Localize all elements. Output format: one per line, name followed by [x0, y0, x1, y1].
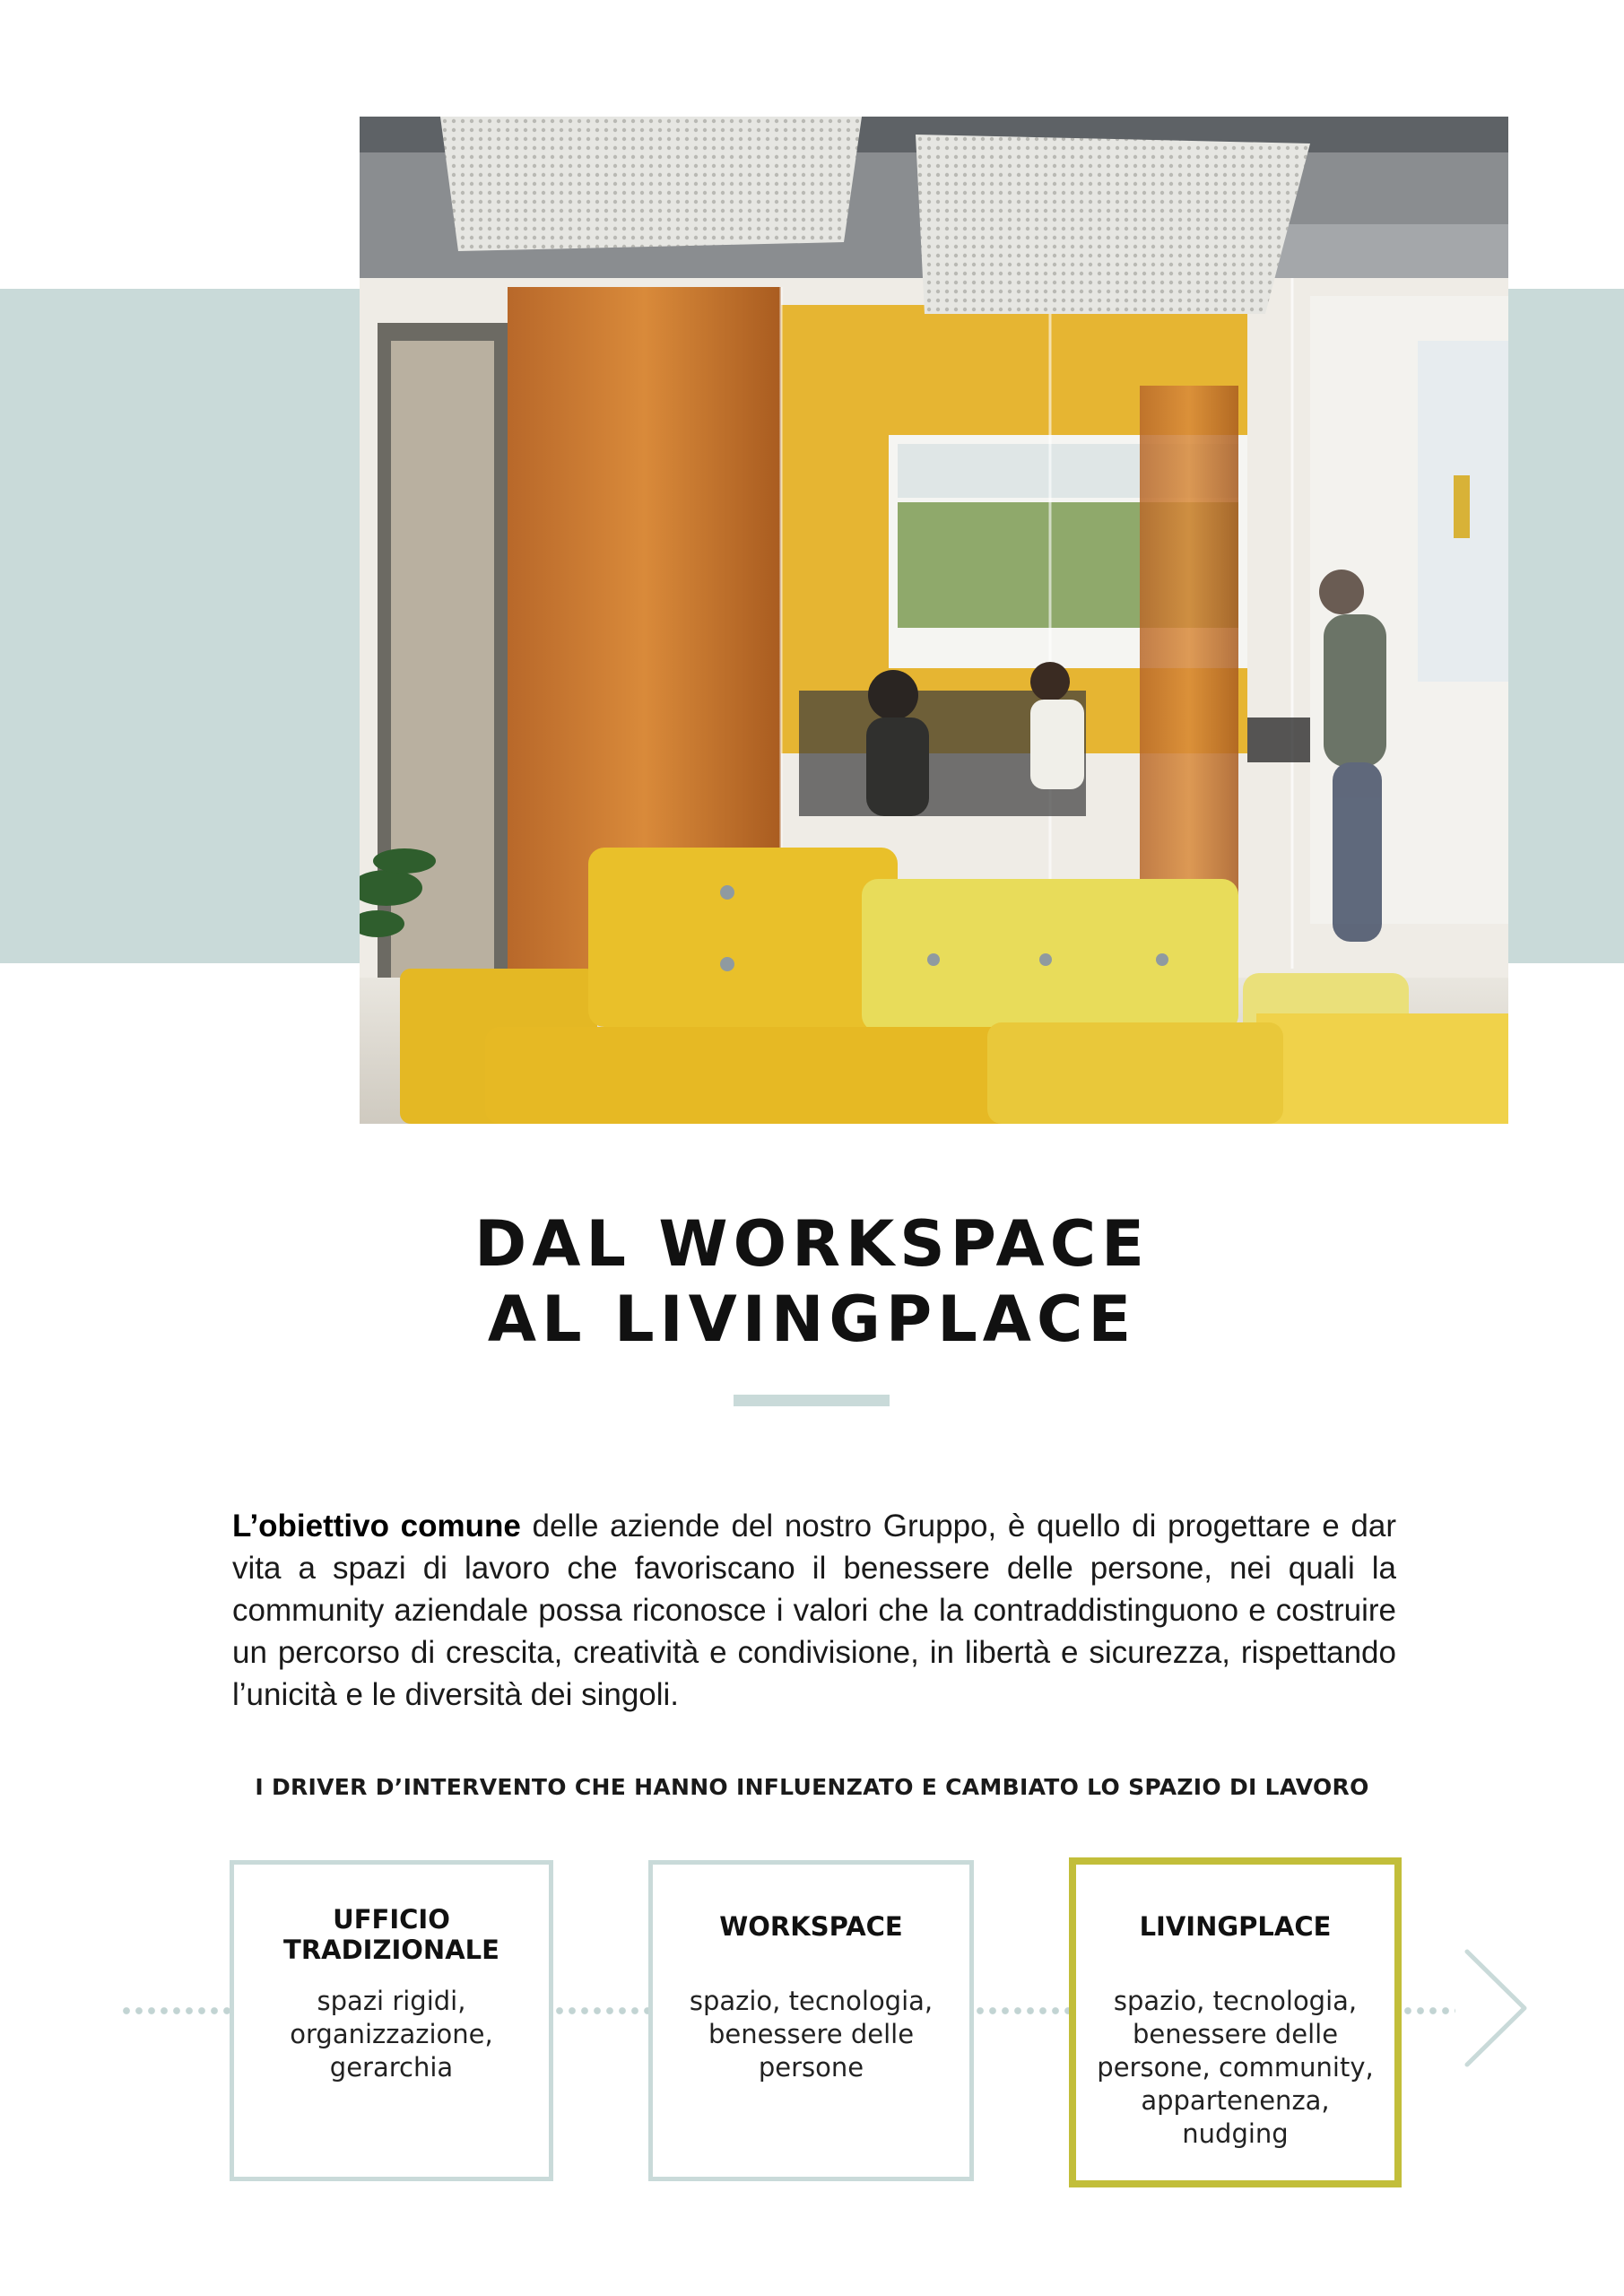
- dotted-connector: [553, 2007, 648, 2014]
- dotted-connector: [120, 2007, 230, 2014]
- driver-box-workspace: [648, 1860, 974, 2181]
- driver-heading-line: WORKSPACE: [719, 1911, 903, 1942]
- dotted-connector: [974, 2007, 1069, 2014]
- drivers-title: I DRIVER D’INTERVENTO CHE HANNO INFLUENZATO E CAMBIATO LO SPAZIO DI LAVORO: [255, 1774, 1369, 1800]
- page-title-line-2: AL LIVINGPLACE: [487, 1283, 1137, 1356]
- office-photo: [360, 117, 1508, 1124]
- driver-description-line: persone, community,: [1097, 2052, 1374, 2083]
- title-divider: [734, 1395, 890, 1406]
- intro-paragraph: [232, 1505, 1396, 1716]
- driver-description-line: spazi rigidi,: [317, 1986, 466, 2016]
- driver-description-line: spazio, tecnologia,: [1113, 1986, 1358, 2016]
- driver-description: [1076, 1985, 1394, 2151]
- driver-description-line: nudging: [1182, 2118, 1289, 2149]
- intro-text: delle aziende del nostro Gruppo, è quello di progettare e dar vita a spazi di lavoro che favoriscano il benessere delle persone, nei quali la community aziendale possa riconosce i valori che la contraddistinguono e costruire un percorso di crescita, creatività e condivisione, in libertà e sicurezza, rispettando l’unicità e le diversità dei singoli.: [232, 1509, 1397, 1712]
- driver-description-line: benessere delle: [708, 2019, 915, 2049]
- driver-description-line: organizzazione,: [290, 2019, 493, 2049]
- driver-description-line: benessere delle: [1132, 2019, 1339, 2049]
- driver-box-ufficio-tradizionale: [230, 1860, 553, 2181]
- dotted-connector: [1402, 2007, 1455, 2014]
- page-title: [0, 1206, 1624, 1357]
- driver-heading-line: UFFICIO: [333, 1904, 450, 1935]
- driver-heading: [1076, 1911, 1394, 1942]
- driver-heading-line: LIVINGPLACE: [1139, 1911, 1332, 1942]
- chevron-right-icon: [1460, 1946, 1532, 2070]
- driver-description: [653, 1985, 969, 2084]
- driver-box-livingplace: [1069, 1857, 1402, 2187]
- intro-lead: L’obiettivo comune: [232, 1509, 521, 1544]
- driver-heading: [234, 1904, 549, 1965]
- driver-heading: [653, 1911, 969, 1942]
- driver-description-line: gerarchia: [329, 2052, 454, 2083]
- driver-description: [234, 1985, 549, 2084]
- driver-description-line: appartenenza,: [1141, 2085, 1330, 2116]
- driver-heading-line: TRADIZIONALE: [283, 1935, 499, 1965]
- page-title-line-1: DAL WORKSPACE: [474, 1207, 1150, 1281]
- driver-description-line: spazio, tecnologia,: [689, 1986, 934, 2016]
- driver-description-line: persone: [758, 2052, 864, 2083]
